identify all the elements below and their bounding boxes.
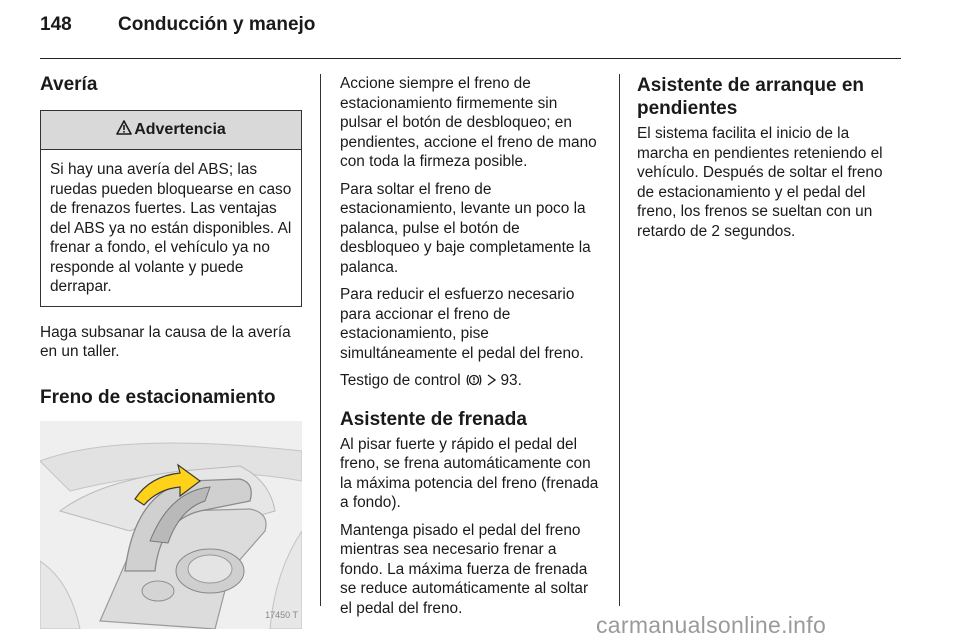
section-title-averia: Avería (40, 74, 98, 95)
page-reference-icon (487, 372, 500, 389)
column-3 (637, 74, 901, 249)
warning-text: Si hay una avería del ABS; las ruedas pueden bloquearse en caso de frenazos fuertes. Las ventajas del ABS ya no están disponibles. Al frenar a fondo, el vehículo ya no responde al volante y puede derrapar. (50, 161, 292, 295)
paragraph-reducir: Para reducir el esfuerzo necesario para accionar el freno de estacionamiento, pise simultáneamente el pedal del freno. (340, 286, 584, 362)
page-header (40, 14, 315, 36)
figure-label: 17450 T (265, 610, 298, 620)
warning-triangle-icon (116, 120, 134, 141)
paragraph-testigo (340, 371, 603, 391)
watermark: carmanualsonline.info (596, 612, 827, 638)
page-number: 148 (40, 14, 72, 35)
brake-warning-icon (465, 372, 487, 389)
column-divider-1 (320, 74, 321, 606)
section-title-freno-estacionamiento: Freno de estacionamiento (40, 386, 276, 408)
testigo-text: Testigo de control (340, 372, 461, 389)
warning-title: Advertencia (134, 121, 226, 139)
paragraph-accione: Accione siempre el freno de estacionamiento firmemente sin pulsar el botón de desbloqueo; en pendientes, accione el freno de mano con toda la firmeza posible. (340, 75, 597, 170)
warning-box (40, 110, 302, 307)
header-divider (40, 58, 901, 59)
section-title-asistente-arranque: Asistente de arranque en pendientes (637, 75, 865, 119)
chapter-title: Conducción y manejo (118, 14, 316, 35)
paragraph-mantenga: Mantenga pisado el pedal del freno mientras sea necesario frenar a fondo. La máxima fuerza de frenada se reduce automáticamente al soltar el pedal del freno. (340, 521, 589, 617)
section-title-asistente-frenada: Asistente de frenada (340, 408, 527, 430)
warning-header (41, 111, 301, 150)
page-reference[interactable]: 93. (500, 372, 522, 389)
paragraph-sistema: El sistema facilita el inicio de la marcha en pendientes reteniendo el vehículo. Después de soltar el freno de estacionamiento y el pedal del freno, los frenos se sueltan con un retardo de 2 segundos. (637, 125, 883, 240)
column-2 (340, 74, 603, 626)
parking-brake-illustration (40, 421, 302, 629)
paragraph-taller: Haga subsanar la causa de la avería en un taller. (40, 323, 291, 360)
column-1 (40, 74, 302, 629)
column-divider-2 (619, 74, 620, 606)
paragraph-soltar: Para soltar el freno de estacionamiento, levante un poco la palanca, pulse el botón de desbloqueo y baje completamente la palanca. (340, 180, 591, 276)
paragraph-pisar: Al pisar fuerte y rápido el pedal del freno, se frena automáticamente con la máxima potencia del freno (frenada a fondo). (340, 435, 599, 511)
